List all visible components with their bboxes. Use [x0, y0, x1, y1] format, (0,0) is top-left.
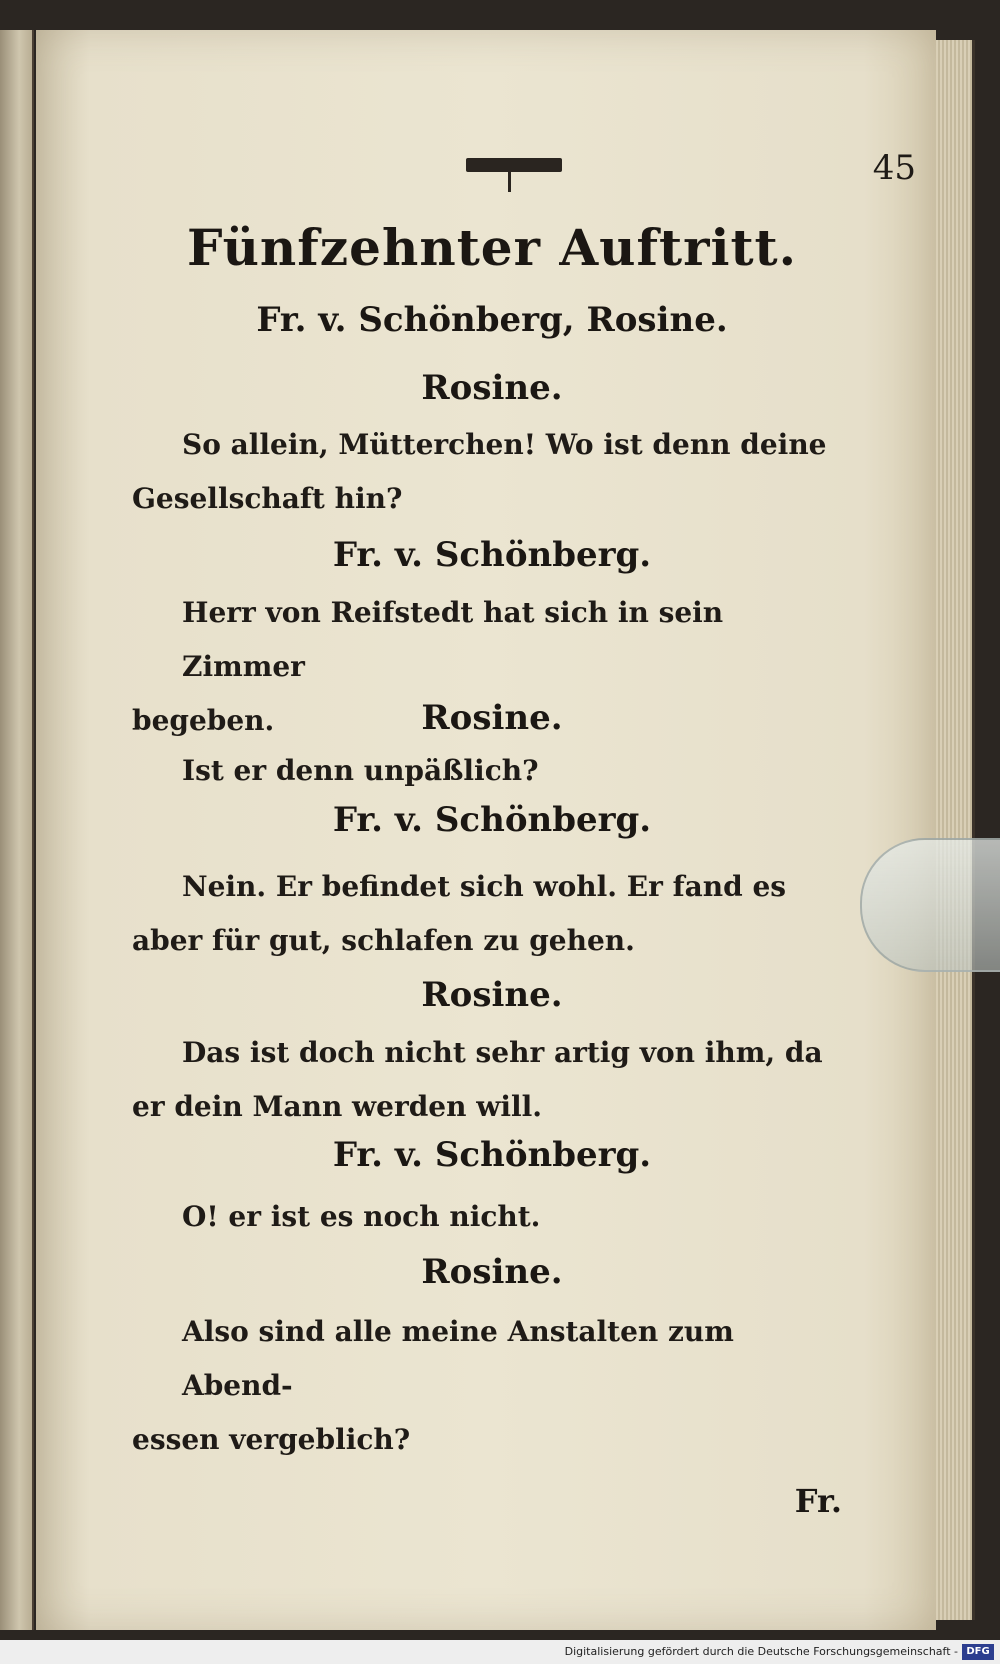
speech-block: [132, 1190, 852, 1244]
speech-line: So allein, Mütterchen! Wo ist denn deine: [182, 428, 827, 461]
speech-line: Gesellschaft hin?: [132, 482, 403, 515]
speech-line: begeben.: [132, 704, 275, 737]
speech-line: O! er ist es noch nicht.: [182, 1200, 541, 1233]
glass-page-clip: [860, 838, 1000, 972]
speech-line: Herr von Reifstedt hat sich in sein Zimmer: [182, 596, 724, 683]
speech-line: Das ist doch nicht sehr artig von ihm, da: [182, 1036, 823, 1069]
page-stack-edge: [936, 40, 975, 1620]
speech-block: [132, 860, 852, 968]
speaker-heading: Rosine.: [421, 368, 563, 408]
page-number: 45: [872, 148, 916, 188]
left-page-edge: [0, 30, 34, 1630]
speaker-heading: Rosine.: [421, 1252, 563, 1292]
speech-line: er dein Mann werden will.: [132, 1090, 542, 1123]
header-ornament-stem: [508, 172, 511, 192]
catchword: Fr.: [794, 1482, 842, 1520]
speech-line: aber für gut, schlafen zu gehen.: [132, 924, 635, 957]
speaker-heading: Fr. v. Schönberg.: [332, 800, 652, 840]
speaker-heading: Fr. v. Schönberg.: [332, 1135, 652, 1175]
speech-block: [132, 418, 852, 526]
digitization-credit: Digitalisierung gefördert durch die Deutsche Forschungsgemeinschaft -: [0, 1640, 1000, 1664]
book-page: [36, 30, 936, 1630]
scene-title: Fünfzehnter Auftritt.: [186, 218, 798, 277]
header-ornament: [466, 158, 562, 172]
speaker-heading: Rosine.: [421, 698, 563, 738]
speaker-heading: Fr. v. Schönberg.: [332, 535, 652, 575]
speech-line: Also sind alle meine Anstalten zum Abend-: [182, 1315, 734, 1402]
dfg-logo: DFG: [962, 1644, 994, 1660]
speech-line: Ist er denn unpäßlich?: [182, 754, 539, 787]
speech-block: [132, 744, 852, 798]
speaker-heading: Rosine.: [421, 975, 563, 1015]
speech-line: essen vergeblich?: [132, 1423, 411, 1456]
speech-block: [132, 1305, 852, 1467]
cast-list: Fr. v. Schönberg, Rosine.: [256, 300, 728, 340]
speech-line: Nein. Er befindet sich wohl. Er fand es: [182, 870, 787, 903]
speech-block: [132, 1026, 852, 1134]
